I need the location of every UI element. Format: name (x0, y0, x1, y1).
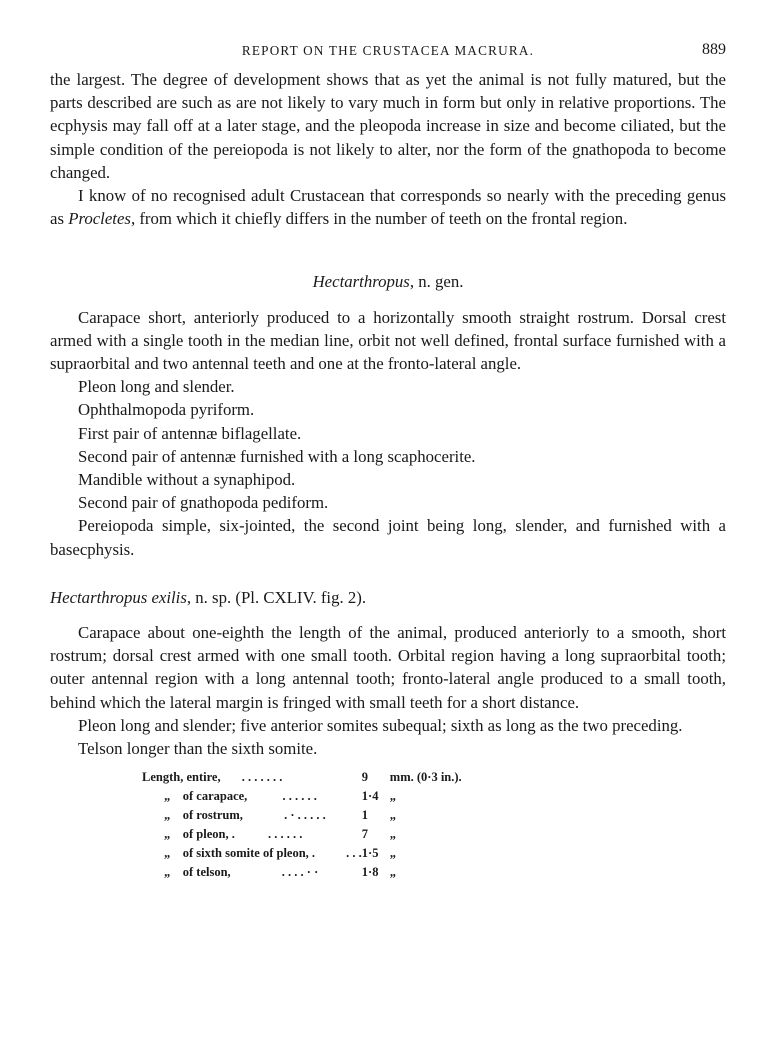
measurement-value: 7 (361, 827, 369, 842)
comparison-text-a: I know of no recognised adult Crustacean that corresponds so nearly with the preceding genus as (50, 186, 726, 229)
measurement-value: 1·5 (361, 846, 379, 861)
ditto-mark: „ (164, 808, 171, 823)
species-carapace: Carapace about one-eighth the length of the animal, produced anteriorly to a smooth, short rostrum; dorsal crest armed with one small tooth. Orbital region having a long supraorbital tooth; outer antennal region with a long antennal tooth; fronto-lateral angle produced to a small tooth, behind which the lateral margin is fringed with small teeth for a short distance. (50, 623, 726, 712)
measurement-row-entire (142, 770, 510, 789)
genus-name: Hectarthropus (312, 272, 410, 292)
species-heading (50, 586, 726, 609)
ditto-mark: „ (164, 827, 171, 842)
measurement-value: 1·4 (361, 789, 379, 804)
measurement-leader-dots: . . . . . . (267, 827, 303, 842)
measurement-label: of rostrum, (182, 808, 243, 823)
genus-character-pereiopoda: Pereiopoda simple, six-jointed, the second joint being long, slender, and furnished with a basecphysis. (50, 516, 726, 559)
measurement-label: of carapace, (182, 789, 248, 804)
page-number: 889 (702, 41, 726, 58)
measurement-unit: „ (389, 808, 397, 823)
measurement-row-telson (142, 865, 510, 884)
genus-heading (50, 270, 726, 293)
measurement-table (142, 770, 510, 884)
measurement-leader-dots: . · . . . . . (284, 808, 326, 823)
measurement-unit: „ (389, 789, 397, 804)
measurement-leader-dots: . . . . · · (281, 865, 319, 880)
species-suffix: , n. sp. (Pl. CXLIV. fig. 2). (186, 587, 367, 607)
measurement-unit: mm. (0·3 in.). (389, 770, 462, 785)
measurement-label: of sixth somite of pleon, . (182, 846, 316, 861)
genus-character-second-antennae: Second pair of antennæ furnished with a long scaphocerite. (78, 446, 476, 466)
measurement-unit: „ (389, 865, 397, 880)
ditto-mark: „ (164, 789, 171, 804)
genus-character-first-antennae: First pair of antennæ biflagellate. (78, 423, 302, 443)
page-header (50, 40, 726, 68)
measurement-unit: „ (389, 827, 397, 842)
measurement-label: of pleon, . (182, 827, 235, 842)
species-name: Hectarthropus exilis (50, 587, 187, 607)
running-title: REPORT ON THE CRUSTACEA MACRURA. (241, 43, 535, 58)
species-pleon: Pleon long and slender; five anterior somites subequal; sixth as long as the two preceding. (78, 715, 683, 735)
genus-character-pleon: Pleon long and slender. (78, 377, 235, 397)
measurement-row-carapace (142, 789, 510, 808)
comparison-text-b: , from which it chiefly differs in the number of teeth on the frontal region. (130, 209, 628, 229)
measurement-row-sixth-somite (142, 846, 510, 865)
measurement-value: 9 (361, 770, 369, 785)
paragraph-comparison (50, 184, 726, 230)
measurement-label: of telson, (182, 865, 231, 880)
ditto-mark: „ (164, 846, 171, 861)
measurement-value: 1 (361, 808, 369, 823)
measurement-row-pleon (142, 827, 510, 846)
page (50, 40, 726, 884)
paragraph-development: the largest. The degree of development shows that as yet the animal is not fully matured, but the parts described are such as are not likely to vary much in form but only in relative proportions. The ecphysis may fall off at a later stage, and the pleopoda increase in size and become ciliated, but the simple condition of the pereiopoda is not likely to alter, nor the form of the gnathopoda to become changed. (50, 70, 726, 182)
genus-procletes: Procletes (68, 209, 131, 229)
genus-character-ophthalmopoda: Ophthalmopoda pyriform. (78, 400, 255, 420)
measurement-leader-dots: . . . (346, 846, 362, 861)
genus-character-gnathopoda: Second pair of gnathopoda pediform. (78, 493, 329, 513)
measurement-unit: „ (389, 846, 397, 861)
measurement-leader-dots: . . . . . . (282, 789, 317, 804)
species-telson: Telson longer than the sixth somite. (78, 739, 318, 759)
measurement-row-rostrum (142, 808, 510, 827)
genus-character-mandible: Mandible without a synaphipod. (78, 470, 296, 490)
measurement-label: Length, entire, (142, 770, 221, 785)
genus-suffix: , n. gen. (409, 272, 464, 292)
genus-description: Carapace short, anteriorly produced to a horizontally smooth straight rostrum. Dorsal crest armed with a single tooth in the median line, orbit not well defined, frontal surface furnished with a supraorbital and two antennal teeth and one at the fronto-lateral angle. (50, 307, 726, 374)
measurement-leader-dots: . . . . . . . (241, 770, 283, 785)
measurement-value: 1·8 (361, 865, 379, 880)
ditto-mark: „ (164, 865, 171, 880)
